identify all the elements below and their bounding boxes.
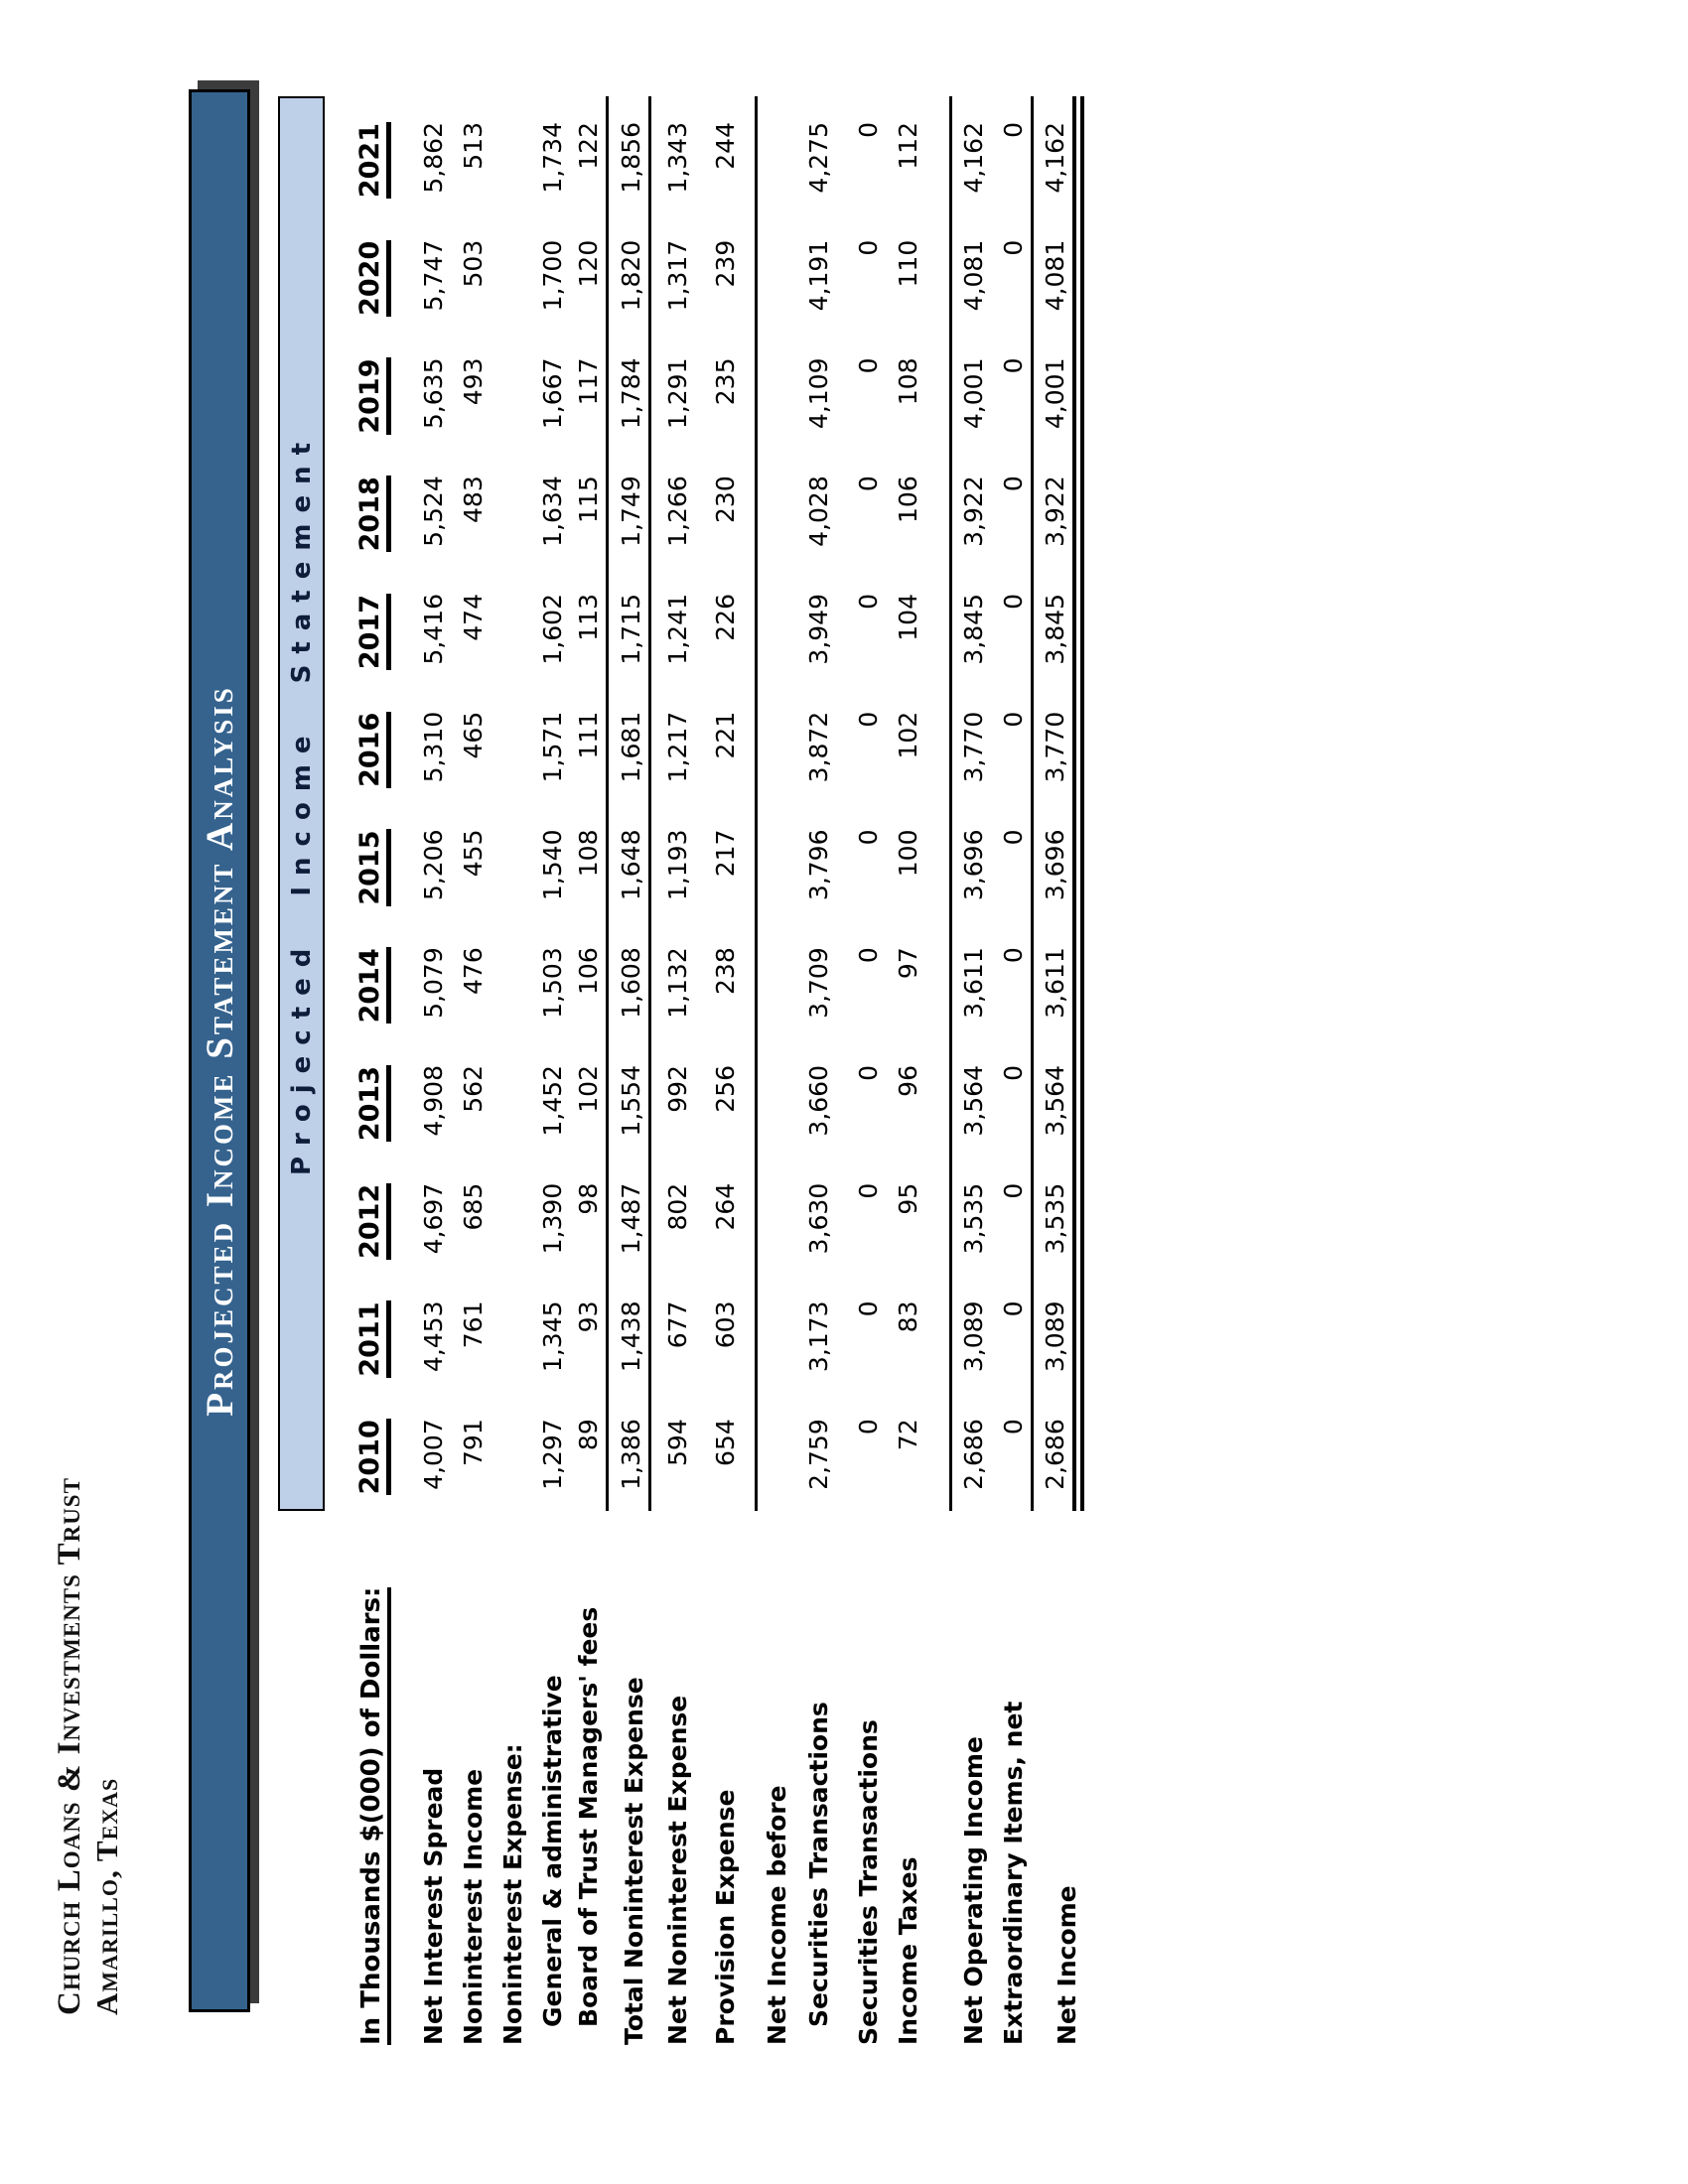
value-cell: 104 <box>894 594 922 641</box>
value-cell: 4,007 <box>419 1419 448 1490</box>
year-column-header <box>348 568 391 686</box>
value-cell: 4,081 <box>959 239 988 312</box>
value-cell: 0 <box>999 711 1028 728</box>
value-cell: 1,648 <box>617 829 645 901</box>
value-cell: 1,132 <box>663 947 692 1019</box>
year-label: 2014 <box>356 947 391 1024</box>
value-cell: 5,206 <box>419 829 448 901</box>
value-cell <box>758 1039 794 1158</box>
year-column-header <box>348 96 391 214</box>
table-row <box>411 96 451 2045</box>
year-header-cells <box>348 96 391 1511</box>
row-label: Income Taxes <box>894 1856 922 2045</box>
value-cell: 5,524 <box>419 476 448 547</box>
value-cell: 217 <box>711 829 740 878</box>
value-cell: 3,611 <box>1041 947 1069 1019</box>
year-column-header <box>348 921 391 1039</box>
value-cell <box>758 921 794 1039</box>
value-cell: 791 <box>459 1419 488 1466</box>
year-column-header <box>348 1276 391 1394</box>
value-cell: 1,438 <box>617 1300 645 1373</box>
value-cell: 239 <box>711 239 740 288</box>
value-cell: 3,173 <box>804 1300 833 1373</box>
value-cell: 1,681 <box>617 711 645 783</box>
value-cell: 0 <box>999 476 1028 492</box>
value-cell: 4,081 <box>1041 239 1069 312</box>
value-cell: 2,686 <box>1041 1419 1069 1490</box>
value-cell: 1,667 <box>538 357 567 430</box>
value-cell: 0 <box>854 357 883 374</box>
value-cell: 122 <box>574 122 603 170</box>
year-label: 2013 <box>356 1065 391 1142</box>
value-cell: 3,796 <box>804 829 833 901</box>
row-label: Net Noninterest Expense <box>663 1695 692 2045</box>
value-cell: 102 <box>574 1065 603 1113</box>
value-cell <box>758 450 794 568</box>
year-label: 2019 <box>356 358 391 435</box>
value-cell: 3,872 <box>804 711 833 783</box>
value-cell: 111 <box>574 711 603 759</box>
value-cell: 1,700 <box>538 239 567 312</box>
row-values <box>570 96 606 1511</box>
value-cell: 562 <box>459 1065 488 1113</box>
table-row <box>570 96 606 2045</box>
value-cell: 264 <box>711 1182 740 1231</box>
value-cell <box>758 1393 794 1511</box>
value-cell: 0 <box>854 1419 883 1435</box>
value-cell: 2,759 <box>804 1419 833 1490</box>
year-label: 2016 <box>356 712 391 788</box>
value-cell <box>758 804 794 922</box>
table-body <box>411 96 1084 2045</box>
row-label: Securities Transactions <box>854 1719 883 2045</box>
value-cell: 3,770 <box>959 711 988 783</box>
value-cell: 1,571 <box>538 711 567 783</box>
table-row <box>451 96 491 2045</box>
value-cell: 0 <box>854 594 883 610</box>
row-values <box>530 96 570 1511</box>
value-cell: 1,297 <box>538 1419 567 1490</box>
row-label: General & administrative <box>538 1675 567 2027</box>
value-cell: 4,162 <box>1041 122 1069 194</box>
value-cell: 3,949 <box>804 594 833 665</box>
table-row <box>703 96 743 2045</box>
year-label: 2015 <box>356 830 391 906</box>
value-cell: 3,922 <box>1041 476 1069 547</box>
row-values <box>846 96 886 1511</box>
value-cell: 0 <box>999 1182 1028 1199</box>
value-cell: 0 <box>999 594 1028 610</box>
year-label: 2021 <box>356 122 391 199</box>
row-label: Net Operating Income <box>959 1736 988 2045</box>
value-cell <box>491 450 530 568</box>
value-cell: 3,770 <box>1041 711 1069 783</box>
value-cell: 3,564 <box>1041 1065 1069 1137</box>
year-column-header <box>348 1393 391 1511</box>
value-cell: 106 <box>894 476 922 523</box>
value-cell: 110 <box>894 239 922 288</box>
value-cell <box>491 804 530 922</box>
value-cell <box>491 921 530 1039</box>
subtitle: Projected Income Statement <box>286 431 317 1176</box>
value-cell <box>491 1393 530 1511</box>
value-cell <box>758 568 794 686</box>
value-cell <box>758 1276 794 1394</box>
year-column-header <box>348 1158 391 1276</box>
value-cell: 802 <box>663 1182 692 1231</box>
value-cell: 115 <box>574 476 603 523</box>
table-row <box>846 96 886 2045</box>
unit-label: In Thousands $(000) of Dollars: <box>358 1587 391 2045</box>
row-values <box>886 96 925 1511</box>
value-cell: 5,862 <box>419 122 448 194</box>
value-cell <box>491 568 530 686</box>
value-cell <box>491 1276 530 1394</box>
value-cell: 513 <box>459 122 488 170</box>
value-cell: 1,487 <box>617 1182 645 1255</box>
row-values <box>949 96 991 1511</box>
value-cell: 96 <box>894 1065 922 1097</box>
table-row <box>949 96 991 2045</box>
row-label: Net Interest Spread <box>419 1767 448 2045</box>
year-label: 2020 <box>356 240 391 317</box>
value-cell <box>758 333 794 451</box>
value-cell: 106 <box>574 947 603 995</box>
value-cell: 474 <box>459 594 488 641</box>
value-cell: 3,089 <box>1041 1300 1069 1373</box>
table-row <box>886 96 925 2045</box>
value-cell <box>758 96 794 214</box>
value-cell: 0 <box>999 829 1028 846</box>
year-column-header <box>348 804 391 922</box>
table-row <box>794 96 836 2045</box>
value-cell <box>758 1158 794 1276</box>
value-cell: 0 <box>854 1065 883 1081</box>
value-cell <box>491 96 530 214</box>
value-cell: 1,749 <box>617 476 645 547</box>
value-cell: 108 <box>894 357 922 406</box>
value-cell: 3,709 <box>804 947 833 1019</box>
year-label: 2012 <box>356 1183 391 1260</box>
title-banner <box>189 89 250 2012</box>
value-cell: 1,266 <box>663 476 692 547</box>
row-label: Securities Transactions <box>804 1702 833 2027</box>
value-cell: 603 <box>711 1300 740 1349</box>
value-cell: 0 <box>854 239 883 256</box>
value-cell: 83 <box>894 1300 922 1333</box>
value-cell: 0 <box>854 1300 883 1317</box>
value-cell: 108 <box>574 829 603 878</box>
table-row <box>1031 96 1084 2045</box>
value-cell: 1,540 <box>538 829 567 901</box>
value-cell: 235 <box>711 357 740 406</box>
table-row <box>991 96 1031 2045</box>
table-row <box>491 96 530 2045</box>
value-cell: 0 <box>999 357 1028 374</box>
value-cell: 493 <box>459 357 488 406</box>
value-cell: 1,452 <box>538 1065 567 1137</box>
value-cell: 0 <box>854 476 883 492</box>
value-cell: 1,241 <box>663 594 692 665</box>
value-cell: 3,611 <box>959 947 988 1019</box>
value-cell: 5,747 <box>419 239 448 312</box>
value-cell: 455 <box>459 829 488 878</box>
value-cell: 3,564 <box>959 1065 988 1137</box>
value-cell: 93 <box>574 1300 603 1333</box>
value-cell: 677 <box>663 1300 692 1349</box>
value-cell: 4,453 <box>419 1300 448 1373</box>
value-cell: 483 <box>459 476 488 523</box>
row-values <box>411 96 451 1511</box>
row-label: Noninterest Income <box>459 1768 488 2045</box>
row-values <box>606 96 651 1511</box>
value-cell: 3,660 <box>804 1065 833 1137</box>
value-cell <box>491 1158 530 1276</box>
value-cell: 1,784 <box>617 357 645 430</box>
company-header <box>52 1477 125 2015</box>
value-cell: 3,535 <box>1041 1182 1069 1255</box>
value-cell: 1,503 <box>538 947 567 1019</box>
value-cell: 4,908 <box>419 1065 448 1137</box>
year-label: 2018 <box>356 476 391 552</box>
value-cell: 3,696 <box>959 829 988 901</box>
row-values <box>1031 96 1084 1511</box>
value-cell: 4,275 <box>804 122 833 194</box>
value-cell <box>491 333 530 451</box>
year-label: 2011 <box>356 1301 391 1378</box>
row-label: Net Income before <box>763 1785 791 2045</box>
unit-label-cell <box>348 1511 391 2045</box>
value-cell: 98 <box>574 1182 603 1215</box>
value-cell: 4,001 <box>959 357 988 430</box>
value-cell: 95 <box>894 1182 922 1215</box>
value-cell: 5,079 <box>419 947 448 1019</box>
value-cell: 654 <box>711 1419 740 1466</box>
value-cell: 1,602 <box>538 594 567 665</box>
value-cell: 5,310 <box>419 711 448 783</box>
company-location: Amarillo, Texas <box>88 1777 124 2015</box>
value-cell: 221 <box>711 711 740 759</box>
value-cell: 1,343 <box>663 122 692 194</box>
row-label: Provision Expense <box>711 1789 740 2045</box>
value-cell: 3,089 <box>959 1300 988 1373</box>
value-cell <box>758 214 794 333</box>
value-cell: 1,193 <box>663 829 692 901</box>
value-cell: 4,162 <box>959 122 988 194</box>
value-cell: 226 <box>711 594 740 641</box>
row-label: Net Income <box>1053 1885 1081 2045</box>
value-cell: 1,217 <box>663 711 692 783</box>
value-cell: 3,922 <box>959 476 988 547</box>
table-row <box>606 96 651 2045</box>
value-cell <box>491 214 530 333</box>
value-cell: 0 <box>999 239 1028 256</box>
value-cell: 1,390 <box>538 1182 567 1255</box>
value-cell: 3,696 <box>1041 829 1069 901</box>
value-cell: 594 <box>663 1419 692 1466</box>
value-cell: 4,109 <box>804 357 833 430</box>
year-label: 2017 <box>356 594 391 670</box>
value-cell: 244 <box>711 122 740 170</box>
table-row <box>755 96 794 2045</box>
subtitle-band <box>278 96 325 1511</box>
value-cell: 0 <box>854 711 883 728</box>
value-cell: 3,845 <box>959 594 988 665</box>
year-column-header <box>348 686 391 804</box>
value-cell: 113 <box>574 594 603 641</box>
year-label: 2010 <box>356 1419 391 1495</box>
value-cell: 503 <box>459 239 488 288</box>
value-cell: 100 <box>894 829 922 878</box>
value-cell: 0 <box>854 829 883 846</box>
value-cell: 3,845 <box>1041 594 1069 665</box>
value-cell: 3,630 <box>804 1182 833 1255</box>
row-values <box>703 96 743 1511</box>
value-cell: 1,820 <box>617 239 645 312</box>
value-cell: 0 <box>999 1419 1028 1435</box>
year-column-header <box>348 450 391 568</box>
value-cell: 1,386 <box>617 1419 645 1490</box>
value-cell: 685 <box>459 1182 488 1231</box>
value-cell: 1,715 <box>617 594 645 665</box>
table-row <box>651 96 695 2045</box>
value-cell: 0 <box>999 122 1028 138</box>
value-cell <box>491 1039 530 1158</box>
year-header-row <box>348 96 391 2045</box>
table-row <box>530 96 570 2045</box>
year-column-header <box>348 333 391 451</box>
value-cell: 0 <box>854 122 883 138</box>
value-cell: 476 <box>459 947 488 995</box>
row-values <box>451 96 491 1511</box>
value-cell: 5,635 <box>419 357 448 430</box>
value-cell: 0 <box>854 1182 883 1199</box>
value-cell <box>758 686 794 804</box>
row-values <box>794 96 836 1511</box>
value-cell: 4,001 <box>1041 357 1069 430</box>
value-cell: 0 <box>999 1300 1028 1317</box>
value-cell: 992 <box>663 1065 692 1113</box>
value-cell: 761 <box>459 1300 488 1349</box>
row-label: Total Noninterest Expense <box>620 1677 648 2045</box>
value-cell: 4,191 <box>804 239 833 312</box>
value-cell: 117 <box>574 357 603 406</box>
value-cell: 97 <box>894 947 922 980</box>
value-cell: 1,734 <box>538 122 567 194</box>
value-cell: 3,535 <box>959 1182 988 1255</box>
value-cell <box>491 686 530 804</box>
value-cell: 4,028 <box>804 476 833 547</box>
value-cell: 256 <box>711 1065 740 1113</box>
value-cell: 72 <box>894 1419 922 1451</box>
row-values <box>755 96 794 1511</box>
value-cell: 1,345 <box>538 1300 567 1373</box>
row-label: Noninterest Expense: <box>498 1743 527 2045</box>
year-column-header <box>348 1039 391 1158</box>
value-cell: 112 <box>894 122 922 170</box>
value-cell: 1,608 <box>617 947 645 1019</box>
value-cell: 5,416 <box>419 594 448 665</box>
value-cell: 89 <box>574 1419 603 1451</box>
value-cell: 1,291 <box>663 357 692 430</box>
row-values <box>991 96 1031 1511</box>
value-cell: 1,317 <box>663 239 692 312</box>
value-cell: 1,634 <box>538 476 567 547</box>
value-cell: 230 <box>711 476 740 523</box>
value-cell: 4,697 <box>419 1182 448 1255</box>
value-cell: 2,686 <box>959 1419 988 1490</box>
row-label: Extraordinary Items, net <box>999 1701 1028 2045</box>
income-statement-table <box>348 96 1084 2045</box>
row-values <box>651 96 695 1511</box>
value-cell: 1,856 <box>617 122 645 194</box>
value-cell: 238 <box>711 947 740 995</box>
value-cell: 102 <box>894 711 922 759</box>
company-name: Church Loans & Investments Trust <box>52 1477 87 2015</box>
value-cell: 0 <box>999 947 1028 964</box>
value-cell: 0 <box>854 947 883 964</box>
value-cell: 1,554 <box>617 1065 645 1137</box>
value-cell: 120 <box>574 239 603 288</box>
page-title: Projected Income Statement Analysis <box>198 685 241 1417</box>
row-values <box>491 96 530 1511</box>
value-cell: 465 <box>459 711 488 759</box>
row-label: Board of Trust Managers' fees <box>574 1606 603 2027</box>
year-column-header <box>348 214 391 333</box>
value-cell: 0 <box>999 1065 1028 1081</box>
